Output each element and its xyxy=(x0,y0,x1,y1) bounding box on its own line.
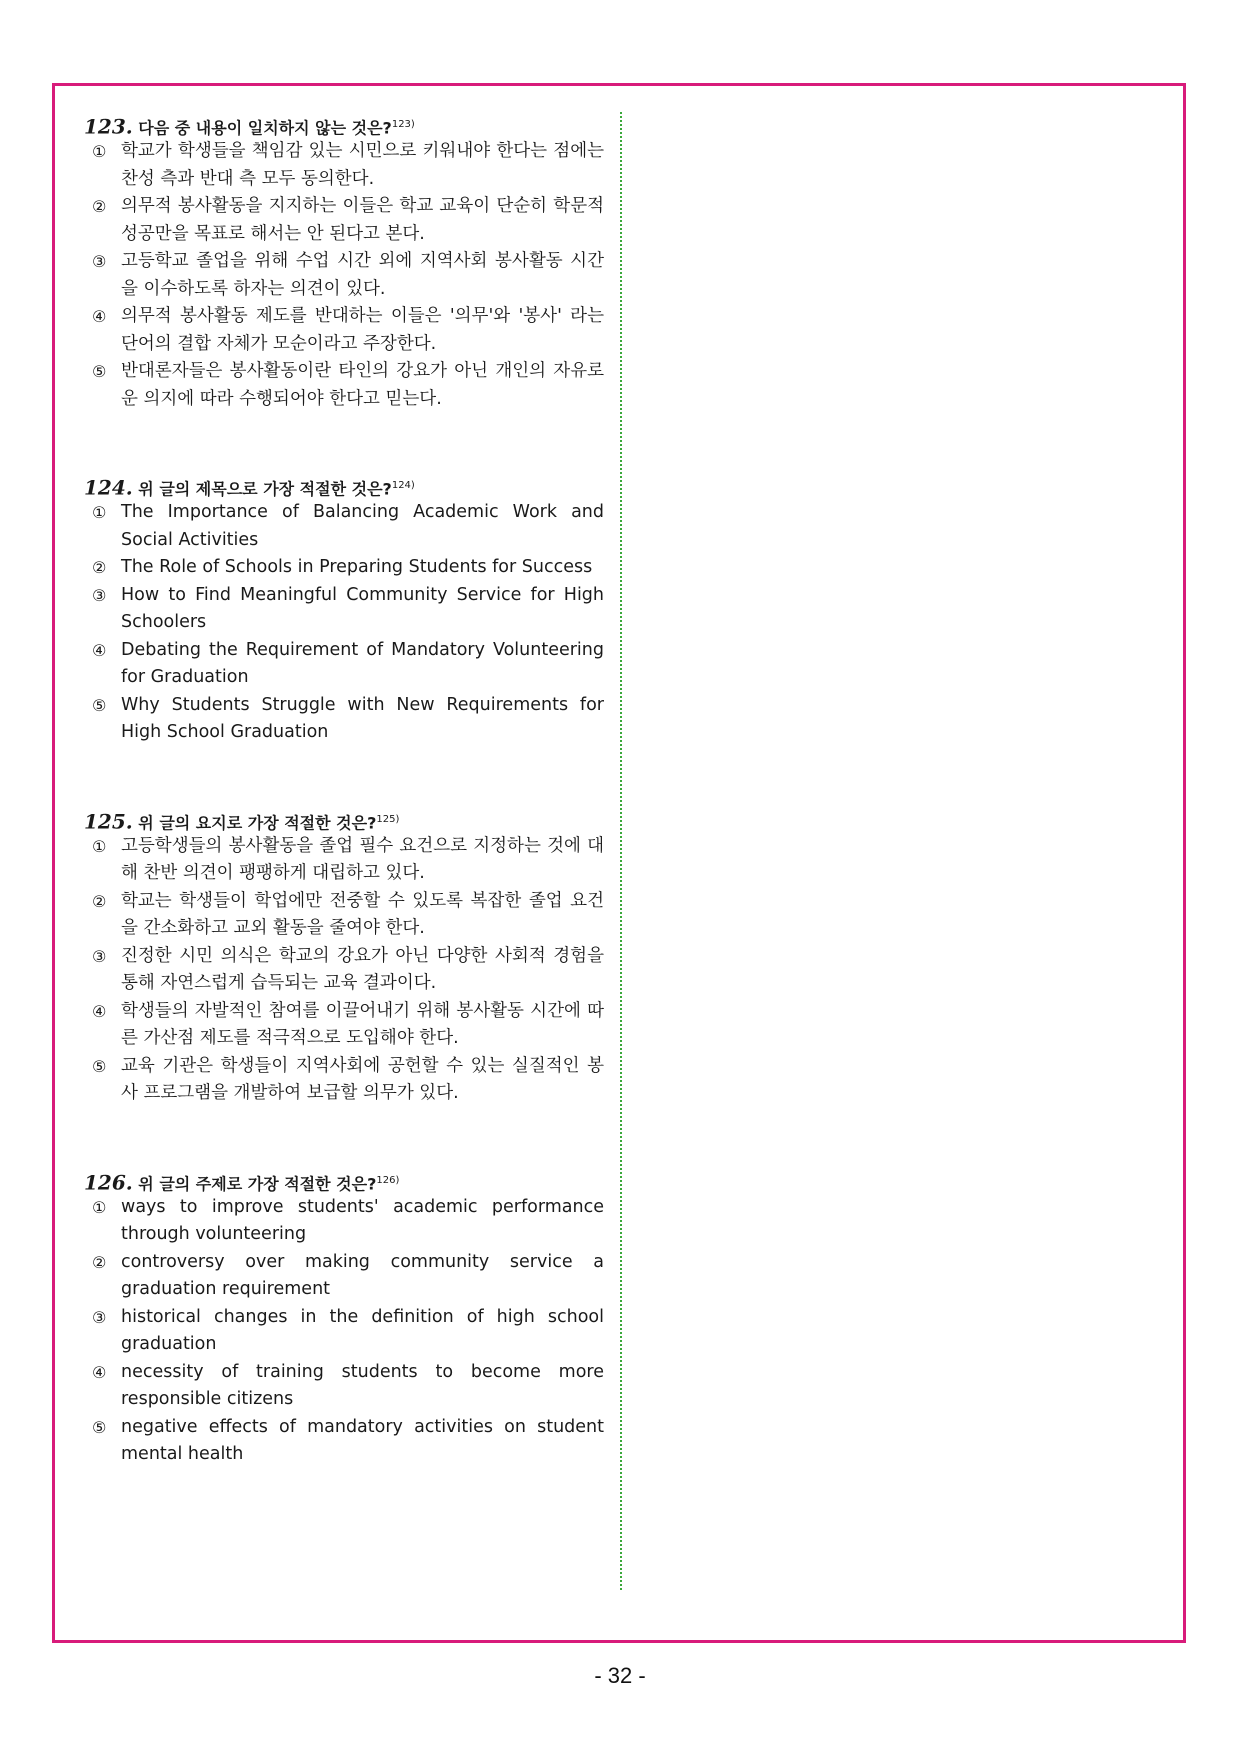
option-list xyxy=(84,499,604,747)
option-mark: ③ xyxy=(92,946,107,966)
option-mark: ④ xyxy=(92,307,107,326)
option-2[interactable] xyxy=(84,193,604,248)
footnote-ref: 124) xyxy=(391,480,415,491)
question-number: 126. xyxy=(84,1169,133,1194)
option-mark: ⑤ xyxy=(92,362,107,381)
option-mark: ④ xyxy=(92,640,107,660)
option-text: 진정한 시민 의식은 학교의 강요가 아닌 다양한 사회적 경험을 통해 자연스럽게 습득되는 교육 결과이다. xyxy=(121,945,604,993)
option-2[interactable] xyxy=(84,888,604,943)
option-text: 고등학교 졸업을 위해 수업 시간 외에 지역사회 봉사활동 시간을 이수하도록 하자는 의견이 있다. xyxy=(121,251,604,299)
option-text: ways to improve students' academic performance through volunteering xyxy=(121,1196,604,1244)
option-mark: ④ xyxy=(92,1362,107,1382)
page-number: - 32 - xyxy=(594,1663,646,1688)
option-mark: ② xyxy=(92,891,107,911)
option-4[interactable] xyxy=(84,1359,604,1414)
option-1[interactable] xyxy=(84,833,604,888)
question-number: 124. xyxy=(84,475,133,500)
option-text: How to Find Meaningful Community Service for High Schoolers xyxy=(121,584,604,632)
option-text: Debating the Requirement of Mandatory Volunteering for Graduation xyxy=(121,639,604,687)
option-text: 고등학생들의 봉사활동을 졸업 필수 요건으로 지정하는 것에 대해 찬반 의견이 팽팽하게 대립하고 있다. xyxy=(121,835,604,883)
option-5[interactable] xyxy=(84,1053,604,1108)
option-text: historical changes in the definition of high school graduation xyxy=(121,1306,604,1354)
option-5[interactable] xyxy=(84,1414,604,1469)
question-125 xyxy=(84,807,604,1108)
option-3[interactable] xyxy=(84,582,604,637)
option-text: 학교가 학생들을 책임감 있는 시민으로 키워내야 한다는 점에는 찬성 측과 반대 측 모두 동의한다. xyxy=(121,141,604,189)
option-list xyxy=(84,1194,604,1469)
question-124 xyxy=(84,473,604,747)
option-list xyxy=(84,833,604,1108)
option-text: necessity of training students to become more responsible citizens xyxy=(121,1361,604,1409)
option-2[interactable] xyxy=(84,1249,604,1304)
option-mark: ③ xyxy=(92,585,107,605)
option-5[interactable] xyxy=(84,692,604,747)
question-column xyxy=(84,112,604,1469)
question-header xyxy=(84,807,604,833)
option-3[interactable] xyxy=(84,943,604,998)
option-text: negative effects of mandatory activities on student mental health xyxy=(121,1416,604,1464)
option-2[interactable] xyxy=(84,554,604,582)
question-header xyxy=(84,473,604,499)
option-text: 반대론자들은 봉사활동이란 타인의 강요가 아닌 개인의 자유로운 의지에 따라 수행되어야 한다고 믿는다. xyxy=(121,361,604,409)
option-text: 의무적 봉사활동 제도를 반대하는 이들은 '의무'와 '봉사' 라는 단어의 결합 자체가 모순이라고 주장한다. xyxy=(121,306,604,354)
question-126 xyxy=(84,1168,604,1469)
option-text: Why Students Struggle with New Requirements for High School Graduation xyxy=(121,694,604,742)
option-mark: ⑤ xyxy=(92,1056,107,1076)
option-list xyxy=(84,138,604,413)
option-1[interactable] xyxy=(84,499,604,554)
option-5[interactable] xyxy=(84,358,604,413)
option-3[interactable] xyxy=(84,248,604,303)
question-prompt: 다음 중 내용이 일치하지 않는 것은? xyxy=(138,118,392,138)
option-mark: ④ xyxy=(92,1001,107,1021)
question-123 xyxy=(84,112,604,413)
option-mark: ② xyxy=(92,558,107,577)
option-mark: ③ xyxy=(92,1307,107,1327)
option-text: 학교는 학생들이 학업에만 전중할 수 있도록 복잡한 졸업 요건을 간소화하고 교외 활동을 줄여야 한다. xyxy=(121,890,604,938)
footnote-ref: 123) xyxy=(391,119,415,130)
option-text: The Role of Schools in Preparing Students for Success xyxy=(121,557,593,577)
option-3[interactable] xyxy=(84,1304,604,1359)
option-4[interactable] xyxy=(84,998,604,1053)
option-mark: ② xyxy=(92,1252,107,1272)
column-divider xyxy=(620,112,622,1590)
option-mark: ① xyxy=(92,1197,107,1217)
question-number: 125. xyxy=(84,808,133,833)
question-header xyxy=(84,112,604,138)
option-4[interactable] xyxy=(84,637,604,692)
option-4[interactable] xyxy=(84,303,604,358)
option-mark: ⑤ xyxy=(92,1417,107,1437)
option-text: controversy over making community service a graduation requirement xyxy=(121,1251,604,1299)
option-mark: ② xyxy=(92,197,107,216)
option-mark: ① xyxy=(92,503,107,522)
option-text: 의무적 봉사활동을 지지하는 이들은 학교 교육이 단순히 학문적 성공만을 목표로 해서는 안 된다고 본다. xyxy=(121,196,604,244)
question-prompt: 위 글의 요지로 가장 적절한 것은? xyxy=(138,812,377,832)
option-mark: ⑤ xyxy=(92,695,107,715)
option-text: 교육 기관은 학생들이 지역사회에 공헌할 수 있는 실질적인 봉사 프로그램을 개발하여 보급할 의무가 있다. xyxy=(121,1055,604,1103)
option-1[interactable] xyxy=(84,1194,604,1249)
question-number: 123. xyxy=(84,114,133,139)
question-prompt: 위 글의 제목으로 가장 적절한 것은? xyxy=(138,479,392,499)
option-mark: ① xyxy=(92,836,107,856)
footnote-ref: 126) xyxy=(376,1174,400,1186)
option-text: The Importance of Balancing Academic Work and Social Activities xyxy=(121,502,604,550)
footnote-ref: 125) xyxy=(376,813,400,825)
question-prompt: 위 글의 주제로 가장 적절한 것은? xyxy=(138,1173,377,1193)
option-1[interactable] xyxy=(84,138,604,193)
option-mark: ① xyxy=(92,142,107,161)
option-mark: ③ xyxy=(92,252,107,271)
option-text: 학생들의 자발적인 참여를 이끌어내기 위해 봉사활동 시간에 따른 가산점 제도를 적극적으로 도입해야 한다. xyxy=(121,1000,604,1048)
question-header xyxy=(84,1168,604,1194)
